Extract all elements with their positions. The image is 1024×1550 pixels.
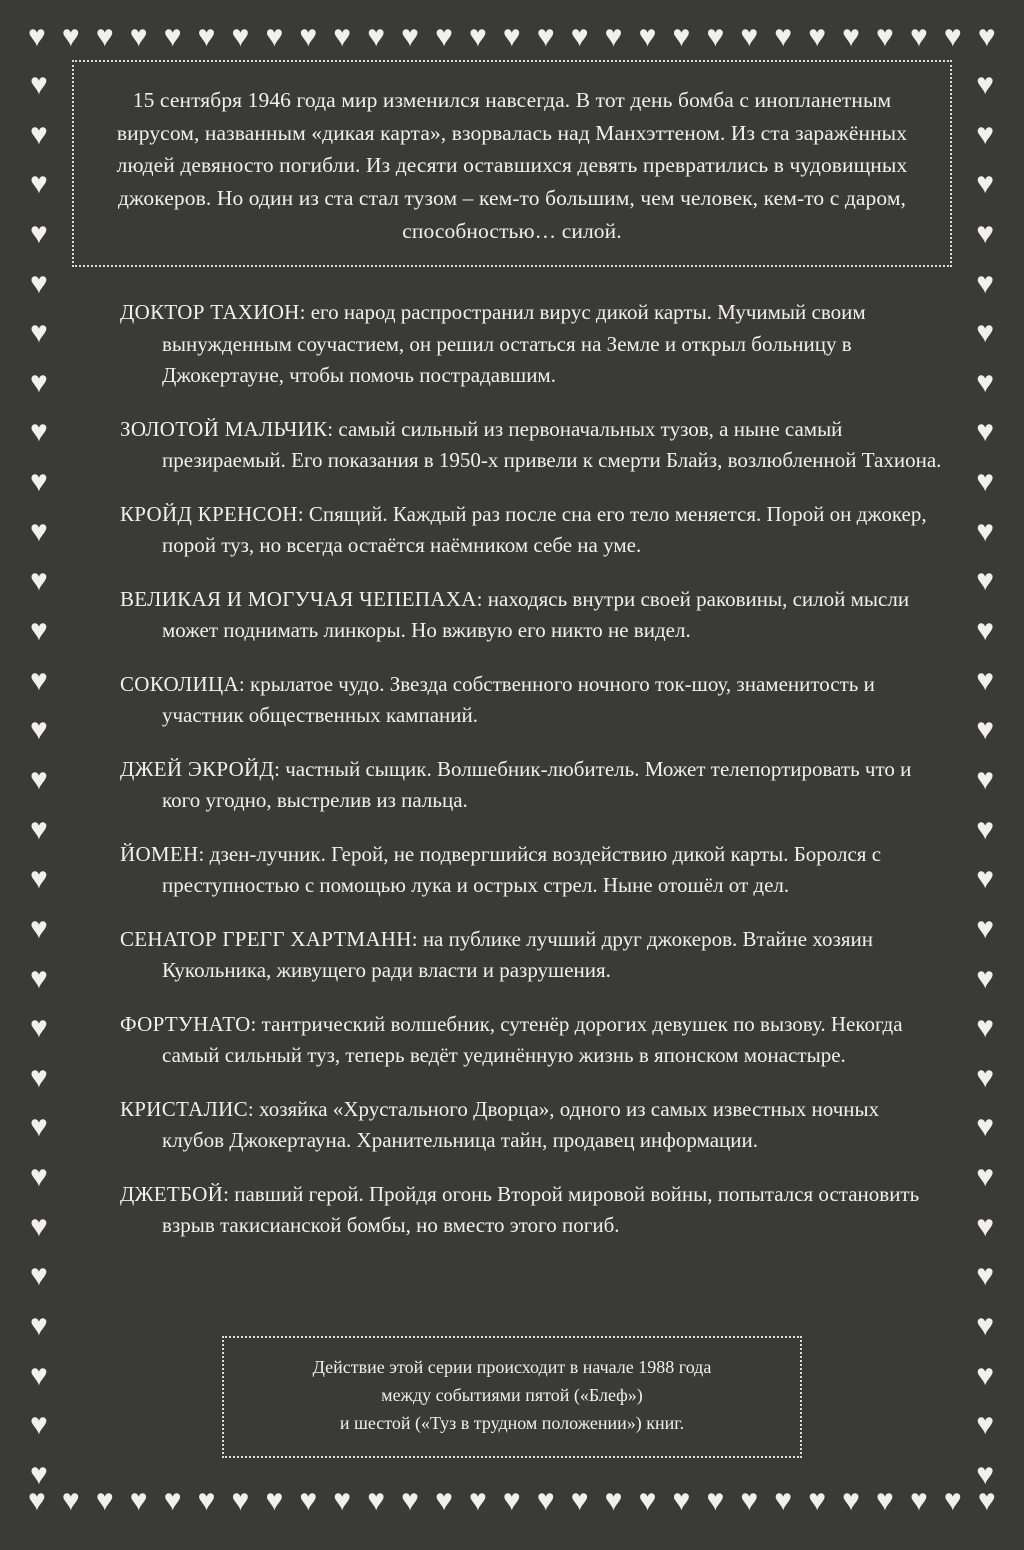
heart-icon: ♥	[502, 20, 521, 53]
character-name: КРИСТАЛИС	[120, 1096, 248, 1121]
character-description: : крылатое чудо. Звезда собственного ночного ток-шоу, знаменитость и участник общественных кампаний.	[162, 671, 875, 728]
heart-icon: ♥	[401, 20, 419, 53]
heart-icon: ♥	[61, 20, 80, 53]
heart-border-bottom	[28, 1486, 996, 1516]
heart-icon: ♥	[30, 564, 48, 598]
heart-icon: ♥	[30, 216, 48, 250]
heart-icon: ♥	[976, 216, 994, 250]
heart-icon: ♥	[536, 20, 555, 53]
heart-icon: ♥	[976, 167, 994, 201]
heart-icon: ♥	[333, 20, 352, 53]
heart-icon: ♥	[30, 1259, 48, 1293]
heart-icon: ♥	[943, 20, 962, 53]
heart-icon: ♥	[672, 20, 691, 53]
heart-icon: ♥	[367, 1484, 386, 1517]
heart-icon: ♥	[672, 1484, 691, 1517]
heart-icon: ♥	[976, 1309, 994, 1343]
character-name: СЕНАТОР ГРЕГГ ХАРТМАНН	[120, 926, 412, 951]
heart-icon: ♥	[976, 1457, 994, 1491]
character-description: : самый сильный из первоначальных тузов, а ныне самый презираемый. Его показания в 1950-х привели к смерти Блайз, возлюбленной Тахиона.	[162, 416, 942, 473]
heart-icon: ♥	[30, 514, 48, 548]
heart-icon: ♥	[30, 1457, 48, 1491]
character-description: : на публике лучший друг джокеров. Втайне хозяин Кукольника, живущего ради власти и разрушения.	[162, 926, 873, 983]
heart-icon: ♥	[435, 1484, 453, 1517]
footnote-line-2: между событиями пятой («Блеф»)	[381, 1385, 643, 1406]
character-entry	[120, 1094, 944, 1157]
heart-icon: ♥	[468, 1484, 487, 1517]
heart-icon: ♥	[876, 20, 894, 53]
character-entry	[120, 924, 944, 987]
heart-icon: ♥	[468, 20, 487, 53]
heart-icon: ♥	[909, 20, 928, 53]
intro-box	[72, 60, 952, 267]
character-description: : частный сыщик. Волшебник-любитель. Может телепортировать что и кого угодно, выстрелив из пальца.	[162, 756, 912, 813]
heart-icon: ♥	[30, 1060, 48, 1094]
heart-icon: ♥	[30, 167, 48, 201]
heart-icon: ♥	[976, 663, 994, 697]
heart-icon: ♥	[30, 1011, 48, 1045]
heart-icon: ♥	[976, 117, 994, 151]
heart-icon: ♥	[536, 1484, 555, 1517]
heart-icon: ♥	[95, 1484, 114, 1517]
character-entry	[120, 1009, 944, 1072]
heart-icon: ♥	[299, 20, 318, 53]
character-entry	[120, 1179, 944, 1242]
heart-icon: ♥	[163, 1484, 182, 1517]
heart-icon: ♥	[30, 713, 48, 747]
heart-icon: ♥	[570, 20, 589, 53]
heart-icon: ♥	[30, 1110, 48, 1144]
footnote-box	[222, 1336, 802, 1458]
heart-icon: ♥	[977, 20, 996, 53]
heart-icon: ♥	[30, 663, 48, 697]
intro-text: 15 сентября 1946 года мир изменился навсегда. В тот день бомба с инопланетным вирусом, названным «дикая карта», взорвалась над Манхэттеном. Из ста заражённых людей девяносто погибли. Из десяти оставшихся девять превратились в чудовищных джокеров. Но один из ста стал тузом – кем-то большим, чем человек, кем-то с даром, способностью… силой.	[116, 88, 908, 243]
heart-icon: ♥	[976, 812, 994, 846]
heart-icon: ♥	[299, 1484, 318, 1517]
heart-icon: ♥	[30, 911, 48, 945]
heart-icon: ♥	[30, 68, 48, 101]
character-description: : павший герой. Пройдя огонь Второй мировой войны, попытался остановить взрыв такисианской бомбы, но вместо этого погиб.	[162, 1181, 920, 1238]
character-entry	[120, 669, 944, 732]
character-name: ФОРТУНАТО	[120, 1011, 251, 1036]
heart-icon: ♥	[976, 365, 994, 399]
character-entry	[120, 297, 944, 392]
footnote-wrap	[0, 1336, 1024, 1458]
heart-icon: ♥	[129, 1484, 148, 1517]
heart-icon: ♥	[435, 20, 453, 53]
footnote-line-1: Действие этой серии происходит в начале 1988 года	[312, 1357, 712, 1378]
character-list	[72, 297, 952, 1242]
heart-icon: ♥	[976, 614, 994, 648]
character-entry	[120, 839, 944, 902]
heart-icon: ♥	[30, 117, 48, 151]
heart-icon: ♥	[129, 20, 148, 53]
heart-icon: ♥	[976, 1408, 994, 1442]
character-description: : хозяйка «Хрустального Дворца», одного из самых известных ночных клубов Джокертауна. Хранительница тайн, продавец информации.	[162, 1096, 880, 1153]
heart-icon: ♥	[842, 1484, 860, 1517]
heart-icon: ♥	[976, 1060, 994, 1094]
heart-icon: ♥	[61, 1484, 80, 1517]
heart-icon: ♥	[976, 862, 994, 896]
character-description: : тантрический волшебник, сутенёр дорогих девушек по вызову. Некогда самый сильный туз, теперь ведёт уединённую жизнь в японском монастыре.	[162, 1011, 903, 1068]
heart-icon: ♥	[163, 20, 182, 53]
heart-icon: ♥	[30, 862, 48, 896]
character-name: ДОКТОР ТАХИОН	[120, 300, 300, 325]
heart-icon: ♥	[976, 1110, 994, 1144]
heart-icon: ♥	[30, 316, 48, 350]
heart-border-left	[30, 70, 48, 1490]
heart-icon: ♥	[28, 20, 46, 53]
heart-icon: ♥	[976, 415, 994, 449]
character-name: ДЖЕТБОЙ	[120, 1181, 224, 1206]
heart-icon: ♥	[231, 20, 250, 53]
heart-icon: ♥	[30, 266, 48, 300]
heart-icon: ♥	[604, 20, 623, 53]
heart-icon: ♥	[943, 1484, 962, 1517]
character-entry	[120, 584, 944, 647]
heart-icon: ♥	[333, 1484, 352, 1517]
heart-icon: ♥	[638, 1484, 657, 1517]
heart-icon: ♥	[976, 762, 994, 796]
heart-icon: ♥	[976, 564, 994, 598]
heart-icon: ♥	[909, 1484, 928, 1517]
character-description: : дзен-лучник. Герой, не подвергшийся воздействию дикой карты. Боролся с преступностью с помощью лука и острых стрел. Ныне отошёл от дел.	[162, 841, 882, 898]
heart-icon: ♥	[30, 762, 48, 796]
heart-icon: ♥	[197, 20, 216, 53]
heart-icon: ♥	[265, 1484, 284, 1517]
heart-icon: ♥	[30, 1309, 48, 1343]
heart-icon: ♥	[265, 20, 284, 53]
heart-icon: ♥	[976, 961, 994, 995]
heart-icon: ♥	[976, 713, 994, 747]
heart-icon: ♥	[876, 1484, 894, 1517]
character-name: СОКОЛИЦА	[120, 671, 239, 696]
heart-icon: ♥	[976, 1160, 994, 1194]
heart-icon: ♥	[570, 1484, 589, 1517]
heart-icon: ♥	[976, 514, 994, 548]
heart-icon: ♥	[976, 316, 994, 350]
heart-icon: ♥	[638, 20, 657, 53]
heart-icon: ♥	[367, 20, 386, 53]
heart-icon: ♥	[740, 20, 759, 53]
heart-icon: ♥	[30, 365, 48, 399]
heart-icon: ♥	[774, 20, 793, 53]
heart-icon: ♥	[30, 1160, 48, 1194]
heart-icon: ♥	[706, 1484, 725, 1517]
heart-icon: ♥	[30, 1408, 48, 1442]
character-description: : его народ распространил вирус дикой карты. Мучимый своим вынужденным соучастием, он решил остаться на Земле и открыл больницу в Джокертауне, чтобы помочь пострадавшим.	[162, 300, 866, 388]
character-name: ЗОЛОТОЙ МАЛЬЧИК	[120, 416, 328, 441]
character-entry	[120, 754, 944, 817]
character-name: ДЖЕЙ ЭКРОЙД	[120, 756, 275, 781]
heart-icon: ♥	[401, 1484, 419, 1517]
heart-icon: ♥	[706, 20, 725, 53]
content-column	[72, 60, 952, 1264]
heart-icon: ♥	[231, 1484, 250, 1517]
heart-icon: ♥	[604, 1484, 623, 1517]
heart-icon: ♥	[808, 20, 827, 53]
character-description: : находясь внутри своей раковины, силой мысли может поднимать линкоры. Но вживую его никто не видел.	[162, 586, 910, 643]
heart-icon: ♥	[976, 1209, 994, 1243]
heart-icon: ♥	[976, 1259, 994, 1293]
heart-icon: ♥	[976, 68, 994, 101]
character-name: ЙОМЕН	[120, 841, 199, 866]
heart-icon: ♥	[30, 1358, 48, 1392]
heart-border-top	[28, 22, 996, 52]
heart-icon: ♥	[976, 465, 994, 499]
heart-border-right	[976, 70, 994, 1490]
heart-icon: ♥	[808, 1484, 827, 1517]
heart-icon: ♥	[30, 465, 48, 499]
character-description: : Спящий. Каждый раз после сна его тело меняется. Порой он джокер, порой туз, но всегда остаётся наёмником себе на уме.	[162, 501, 927, 558]
character-entry	[120, 414, 944, 477]
heart-icon: ♥	[30, 812, 48, 846]
heart-icon: ♥	[842, 20, 860, 53]
heart-icon: ♥	[30, 614, 48, 648]
heart-icon: ♥	[30, 415, 48, 449]
heart-icon: ♥	[774, 1484, 793, 1517]
heart-icon: ♥	[197, 1484, 216, 1517]
heart-icon: ♥	[976, 1358, 994, 1392]
heart-icon: ♥	[977, 1484, 996, 1517]
heart-icon: ♥	[28, 1484, 46, 1517]
character-entry	[120, 499, 944, 562]
heart-icon: ♥	[976, 266, 994, 300]
character-name: КРОЙД КРЕНСОН	[120, 501, 298, 526]
heart-icon: ♥	[30, 961, 48, 995]
heart-icon: ♥	[976, 911, 994, 945]
heart-icon: ♥	[30, 1209, 48, 1243]
footnote-line-3: и шестой («Туз в трудном положении») книг.	[339, 1413, 685, 1434]
heart-icon: ♥	[976, 1011, 994, 1045]
heart-icon: ♥	[95, 20, 114, 53]
heart-icon: ♥	[740, 1484, 759, 1517]
character-name: ВЕЛИКАЯ И МОГУЧАЯ ЧЕПЕПАХА	[120, 586, 477, 611]
heart-icon: ♥	[502, 1484, 521, 1517]
